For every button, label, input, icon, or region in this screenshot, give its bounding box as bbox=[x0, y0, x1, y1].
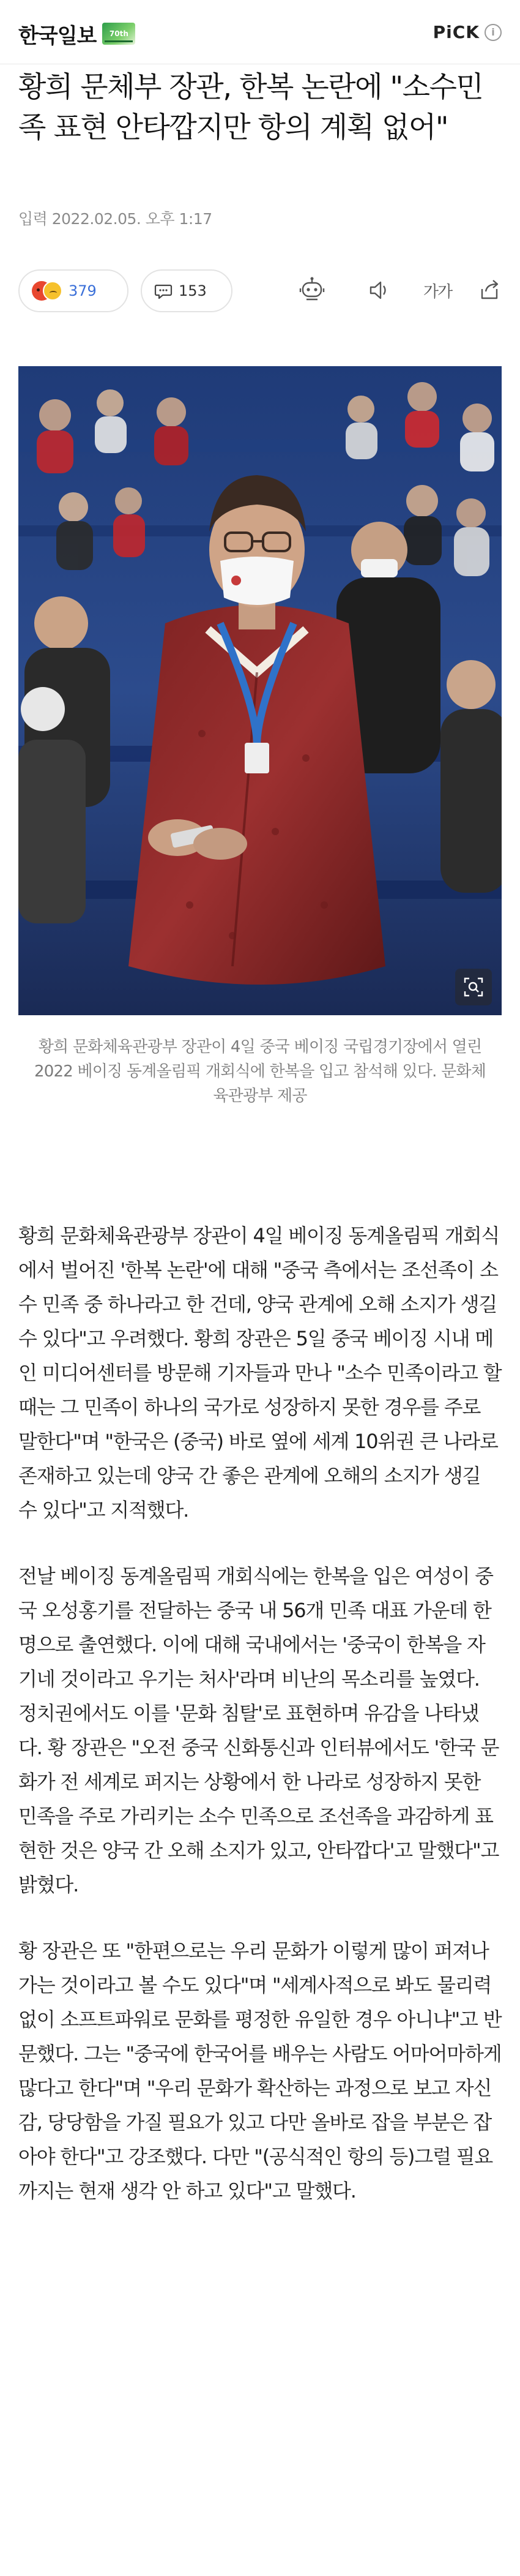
magnifier-icon bbox=[463, 977, 484, 997]
anniversary-badge-icon: 70th bbox=[102, 23, 135, 45]
sad-face-icon bbox=[43, 281, 62, 301]
text-size-button[interactable] bbox=[419, 272, 456, 309]
article-headline: 황희 문체부 장관, 한복 논란에 "소수민족 표현 안타깝지만 항의 계획 없어" bbox=[18, 70, 483, 145]
top-bar bbox=[0, 0, 520, 64]
pick-label: PiCK bbox=[433, 22, 480, 42]
reaction-button[interactable] bbox=[18, 269, 128, 312]
article-action-bar bbox=[18, 263, 508, 318]
stadium-scene-illustration bbox=[18, 366, 502, 1015]
article-photo[interactable] bbox=[18, 366, 502, 1015]
robot-summary-icon bbox=[298, 276, 326, 304]
article-body bbox=[18, 1219, 502, 2240]
robot-summary-button[interactable] bbox=[294, 272, 330, 309]
comment-button[interactable] bbox=[141, 269, 232, 312]
info-icon[interactable]: i bbox=[485, 24, 502, 41]
speaker-icon bbox=[367, 278, 392, 302]
comment-bubble-icon bbox=[154, 282, 173, 300]
photo-caption: 황희 문화체육관광부 장관이 4일 중국 베이징 국립경기장에서 열린 2022 베이징 동계올림픽 개회식에 한복을 입고 참석해 있다. 문화체육관광부 제공 bbox=[34, 1038, 486, 1105]
photo-zoom-button[interactable] bbox=[455, 969, 492, 1005]
text-size-icon: 가가 bbox=[423, 282, 452, 301]
article-dateline: 입력 2022.02.05. 오후 1:17 bbox=[18, 210, 212, 228]
pick-label-group[interactable] bbox=[433, 22, 502, 42]
article-paragraph: 전날 베이징 동계올림픽 개회식에는 한복을 입은 여성이 중국 오성홍기를 전달하는 중국 내 56개 민족 대표 가운데 한 명으로 출연했다. 이에 대해 국내에서는 '중국이 한복을 자기네 것이라고 우기는 처사'라며 비난의 목소리를 높였다. 정치권에서도 이를 '문화 침탈'로 표현하며 유감을 나타냈다. 황 장관은 "오전 중국 신화통신과 인터뷰에서도 '한국 문화가 전 세계로 퍼지는 상황에서 한 나라로 성장하지 못한 민족을 주로 가리키는 소수 민족으로 조선족을 과감하게 표현한 것은 양국 간 오해 소지가 있고, 안타깝다'고 말했다"고 밝혔다. bbox=[18, 1564, 499, 1896]
comment-count: 153 bbox=[179, 282, 207, 299]
brand-logo[interactable] bbox=[18, 18, 135, 49]
article-paragraph: 황 장관은 또 "한편으로는 우리 문화가 이렇게 많이 퍼져나가는 것이라고 볼 수도 있다"며 "세계사적으로 봐도 물리력 없이 소프트파워로 문화를 평정한 유일한 경우 아니냐"고 반문했다. 그는 "중국에 한국어를 배우는 사람도 어마어마하게 많다고 한다"며 "우리 문화가 확산하는 과정으로 보고 자신감, 당당함을 가질 필요가 있고 다만 올바로 잡을 부분은 잡아야 한다"고 강조했다. 다만 "(공식적인 항의 등)그럴 필요까지는 현재 생각 안 하고 있다"고 말했다. bbox=[18, 1939, 502, 2202]
speaker-button[interactable] bbox=[361, 272, 398, 309]
article-paragraph: 황희 문화체육관광부 장관이 4일 베이징 동계올림픽 개회식에서 벌어진 '한복 논란'에 대해 "중국 측에서는 조선족이 소수 민족 중 하나라고 한 건데, 양국 관계에 오해 소지가 생길 수 있다"고 우려했다. 황희 장관은 5일 중국 베이징 시내 메인 미디어센터를 방문해 기자들과 만나 "소수 민족이라고 할 때는 그 민족이 하나의 국가로 성장하지 못한 경우를 주로 말한다"며 "한국은 (중국) 바로 옆에 세계 10위권 큰 나라로 존재하고 있는데 양국 간 좋은 관계에 오해의 소지가 생길 수 있다"고 지적했다. bbox=[18, 1224, 502, 1522]
reaction-count: 379 bbox=[69, 282, 97, 299]
share-icon bbox=[477, 278, 502, 302]
share-button[interactable] bbox=[471, 272, 508, 309]
brand-name: 한국일보 bbox=[18, 23, 97, 48]
